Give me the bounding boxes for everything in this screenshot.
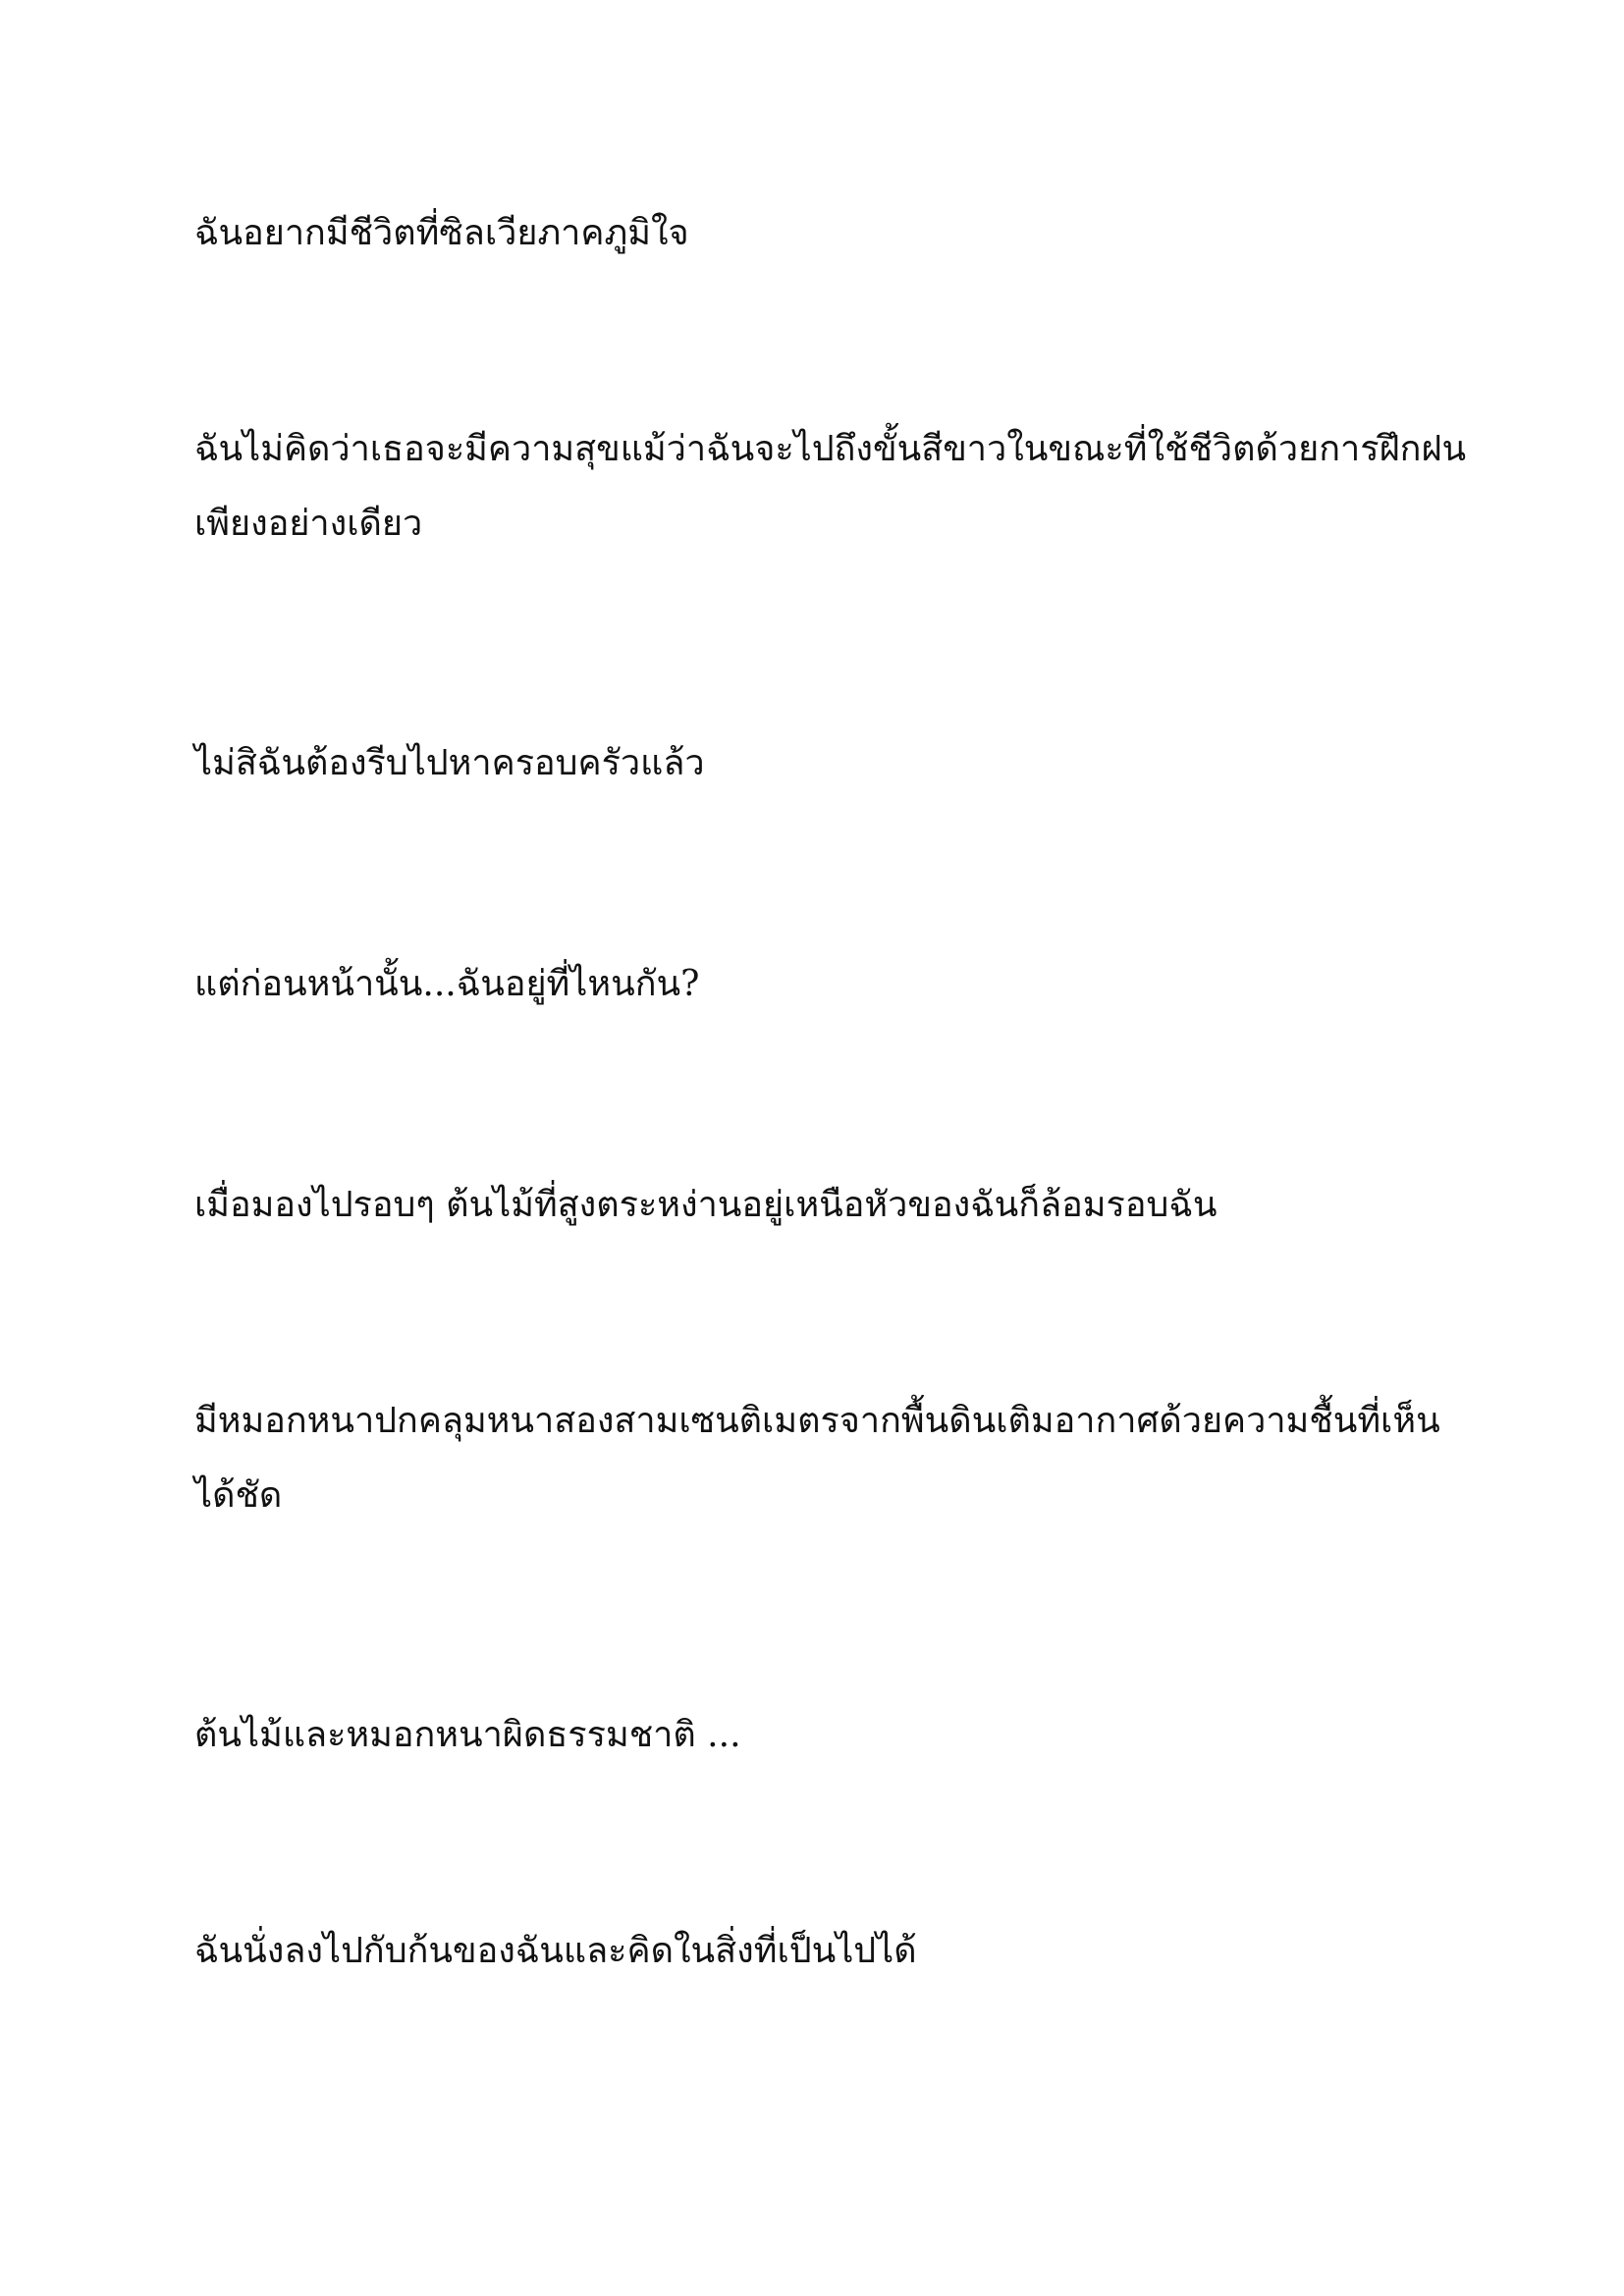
paragraph-line: ได้ชัด <box>194 1475 283 1516</box>
paragraph-2 <box>194 412 1467 561</box>
paragraph-line: เพียงอย่างเดียว <box>194 504 423 544</box>
paragraph-7 <box>194 1698 1451 1773</box>
paragraph-4 <box>194 947 1451 1022</box>
paragraph-line: มีหมอกหนาปกคลุมหนาสองสามเซนติเมตรจากพื้นดินเติมอากาศด้วยความชื้นที่เห็น <box>194 1401 1440 1441</box>
paragraph-line: ฉันอยากมีชีวิตที่ซิลเวียภาคภูมิใจ <box>194 213 689 253</box>
paragraph-line: ต้นไม้และหมอกหนาผิดธรรมชาติ ... <box>194 1715 741 1755</box>
paragraph-5 <box>194 1168 1451 1243</box>
paragraph-6 <box>194 1384 1451 1533</box>
paragraph-line: ไม่สิฉันต้องรีบไปหาครอบครัวแล้ว <box>194 743 705 783</box>
paragraph-3 <box>194 726 1451 801</box>
paragraph-8 <box>194 1914 1451 1989</box>
paragraph-1 <box>194 196 1451 271</box>
paragraph-line: ฉันไม่คิดว่าเธอจะมีความสุขแม้ว่าฉันจะไปถึงขั้นสีขาวในขณะที่ใช้ชีวิตด้วยการฝึกฝน <box>194 429 1467 469</box>
paragraph-line: เมื่อมองไปรอบๆ ต้นไม้ที่สูงตระหง่านอยู่เหนือหัวของฉันก็ล้อมรอบฉัน <box>194 1185 1218 1225</box>
paragraph-line: ฉันนั่งลงไปกับก้นของฉันและคิดในสิ่งที่เป็นไปได้ <box>194 1931 917 1971</box>
paragraph-line: แต่ก่อนหน้านั้น...ฉันอยู่ที่ไหนกัน? <box>194 964 700 1004</box>
